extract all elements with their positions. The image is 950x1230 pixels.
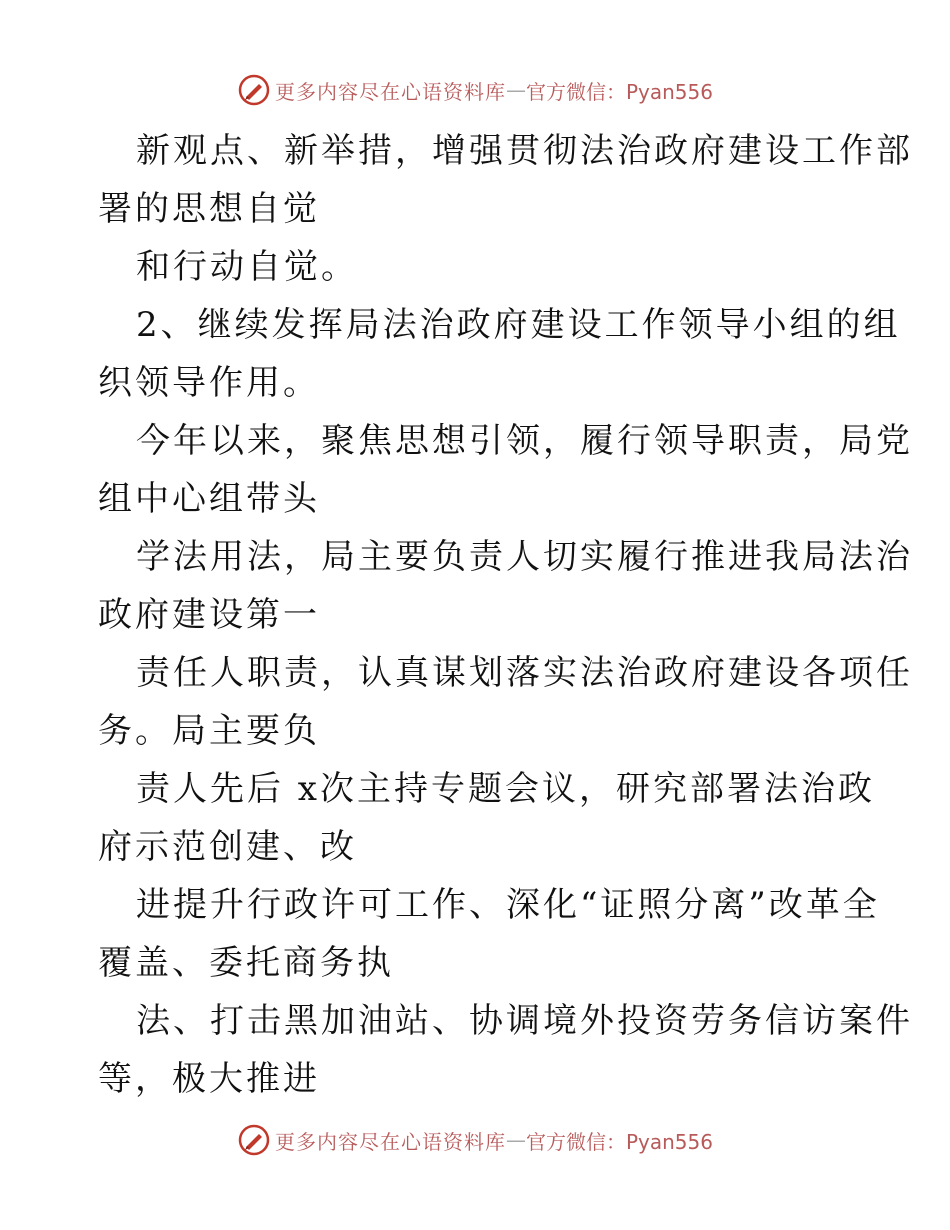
paragraph-line: 新观点、新举措，增强贯彻法治政府建设工作部	[136, 131, 913, 171]
paragraph-line: 法、打击黑加油站、协调境外投资劳务信访案件	[136, 1001, 913, 1041]
paragraph-line: 责任人职责，认真谋划落实法治政府建设各项任	[136, 653, 913, 693]
paragraph-line: 政府建设第一	[98, 595, 320, 635]
watermark-brand: 更多内容尽在心语资料库	[274, 79, 506, 104]
paragraph-line: 2、继续发挥局法治政府建设工作领导小组的组	[136, 305, 901, 345]
paragraph-line: 进提升行政许可工作、深化“证照分离”改革全	[136, 885, 880, 925]
paragraph-line: 和行动自觉。	[136, 247, 358, 287]
watermark-wechat: 官方微信：Pyan556	[525, 79, 713, 104]
paragraph-line: 署的思想自觉	[98, 189, 320, 229]
paragraph-line: 织领导作用。	[98, 363, 320, 403]
paragraph-line: 学法用法，局主要负责人切实履行推进我局法治	[136, 537, 913, 577]
footer-watermark	[0, 1120, 950, 1160]
paragraph-line: 务。局主要负	[98, 711, 320, 751]
feather-pen-logo-icon	[237, 1123, 271, 1157]
watermark-separator: —	[505, 78, 526, 102]
watermark-separator: —	[505, 1128, 526, 1152]
paragraph-line: 等，极大推进	[98, 1059, 320, 1099]
paragraph-line: 组中心组带头	[98, 479, 320, 519]
paragraph-line: 覆盖、委托商务执	[98, 943, 394, 983]
document-body	[98, 122, 913, 1108]
watermark-wechat: 官方微信：Pyan556	[525, 1129, 713, 1154]
paragraph-line: 今年以来，聚焦思想引领，履行领导职责，局党	[136, 421, 913, 461]
paragraph-line: 责人先后 x次主持专题会议，研究部署法治政	[136, 769, 875, 809]
watermark-brand: 更多内容尽在心语资料库	[274, 1129, 506, 1154]
feather-pen-logo-icon	[237, 73, 271, 107]
paragraph-line: 府示范创建、改	[98, 827, 357, 867]
header-watermark	[0, 70, 950, 110]
